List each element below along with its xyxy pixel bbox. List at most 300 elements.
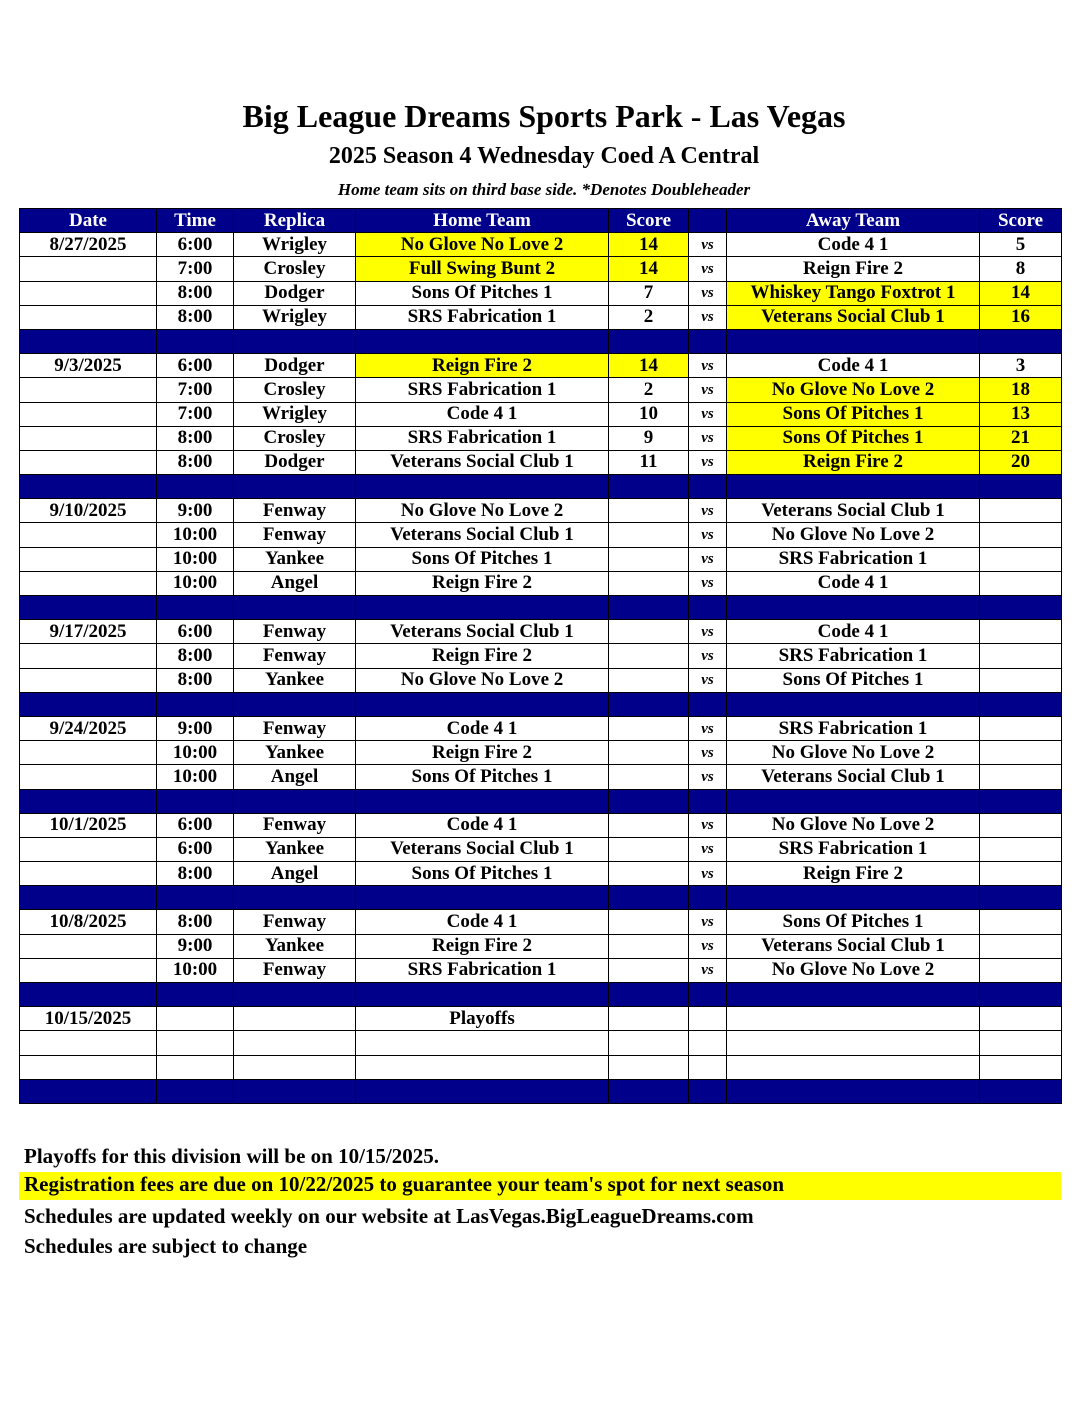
game-time: 8:00 xyxy=(157,644,234,668)
game-time: 7:00 xyxy=(157,378,234,402)
separator-cell xyxy=(356,983,609,1007)
home-score xyxy=(609,571,689,595)
vs-label: vs xyxy=(689,305,727,329)
game-date xyxy=(20,571,157,595)
game-date xyxy=(20,426,157,450)
game-replica: Yankee xyxy=(234,934,356,958)
away-score: 20 xyxy=(980,450,1062,474)
game-date xyxy=(20,837,157,861)
separator-cell xyxy=(689,1079,727,1103)
separator-cell xyxy=(727,789,980,813)
game-date: 9/24/2025 xyxy=(20,716,157,740)
home-team: SRS Fabrication 1 xyxy=(356,305,609,329)
vs-label: vs xyxy=(689,426,727,450)
vs-label xyxy=(689,1031,727,1055)
table-row xyxy=(20,644,1062,668)
separator-cell xyxy=(689,886,727,910)
schedule-table xyxy=(19,208,1062,1104)
game-date xyxy=(20,958,157,982)
home-team: Veterans Social Club 1 xyxy=(356,450,609,474)
game-date xyxy=(20,402,157,426)
away-score xyxy=(980,813,1062,837)
home-score xyxy=(609,644,689,668)
home-team: Code 4 1 xyxy=(356,402,609,426)
game-replica: Yankee xyxy=(234,837,356,861)
home-score: 2 xyxy=(609,378,689,402)
game-replica: Yankee xyxy=(234,668,356,692)
game-replica: Crosley xyxy=(234,257,356,281)
separator-cell xyxy=(356,596,609,620)
table-row xyxy=(20,958,1062,982)
vs-label: vs xyxy=(689,813,727,837)
vs-label: vs xyxy=(689,620,727,644)
game-date xyxy=(20,378,157,402)
separator-cell xyxy=(20,475,157,499)
table-row xyxy=(20,934,1062,958)
away-team: Whiskey Tango Foxtrot 1 xyxy=(727,281,980,305)
game-time: 10:00 xyxy=(157,741,234,765)
separator-cell xyxy=(234,596,356,620)
game-time: 8:00 xyxy=(157,910,234,934)
separator-cell xyxy=(234,329,356,353)
separator-cell xyxy=(234,886,356,910)
game-replica: Fenway xyxy=(234,523,356,547)
game-date xyxy=(20,741,157,765)
away-team: No Glove No Love 2 xyxy=(727,813,980,837)
separator-cell xyxy=(157,886,234,910)
away-score xyxy=(980,644,1062,668)
table-row xyxy=(20,450,1062,474)
away-score xyxy=(980,571,1062,595)
separator-cell xyxy=(689,475,727,499)
week-separator xyxy=(20,1079,1062,1103)
away-score xyxy=(980,958,1062,982)
separator-cell xyxy=(157,983,234,1007)
game-date xyxy=(20,765,157,789)
table-row xyxy=(20,523,1062,547)
away-team: Veterans Social Club 1 xyxy=(727,765,980,789)
separator-cell xyxy=(234,789,356,813)
vs-label: vs xyxy=(689,765,727,789)
away-team xyxy=(727,1007,980,1031)
week-separator xyxy=(20,596,1062,620)
away-team: Code 4 1 xyxy=(727,233,980,257)
vs-label: vs xyxy=(689,571,727,595)
table-row xyxy=(20,620,1062,644)
vs-label: vs xyxy=(689,378,727,402)
game-replica: Angel xyxy=(234,862,356,886)
home-team: SRS Fabrication 1 xyxy=(356,378,609,402)
week-separator xyxy=(20,983,1062,1007)
col-header-away-team: Away Team xyxy=(727,209,980,233)
game-replica: Angel xyxy=(234,765,356,789)
table-row xyxy=(20,571,1062,595)
away-score xyxy=(980,1055,1062,1079)
separator-cell xyxy=(157,789,234,813)
home-score xyxy=(609,958,689,982)
table-row xyxy=(20,547,1062,571)
game-replica xyxy=(234,1031,356,1055)
separator-cell xyxy=(20,692,157,716)
separator-cell xyxy=(609,886,689,910)
game-time: 9:00 xyxy=(157,499,234,523)
game-time: 8:00 xyxy=(157,668,234,692)
vs-label xyxy=(689,1007,727,1031)
home-team: Reign Fire 2 xyxy=(356,571,609,595)
vs-label: vs xyxy=(689,547,727,571)
game-replica: Crosley xyxy=(234,378,356,402)
week-separator xyxy=(20,329,1062,353)
away-score xyxy=(980,499,1062,523)
away-score xyxy=(980,910,1062,934)
table-row xyxy=(20,668,1062,692)
home-score xyxy=(609,934,689,958)
game-time: 6:00 xyxy=(157,813,234,837)
game-replica: Yankee xyxy=(234,547,356,571)
separator-cell xyxy=(356,886,609,910)
home-score xyxy=(609,716,689,740)
separator-cell xyxy=(234,475,356,499)
separator-cell xyxy=(157,692,234,716)
change-note: Schedules are subject to change xyxy=(24,1234,308,1258)
away-team: Sons Of Pitches 1 xyxy=(727,910,980,934)
away-score xyxy=(980,547,1062,571)
col-header-home-score: Score xyxy=(609,209,689,233)
vs-label: vs xyxy=(689,257,727,281)
table-row xyxy=(20,426,1062,450)
home-team: Sons Of Pitches 1 xyxy=(356,862,609,886)
game-date xyxy=(20,547,157,571)
game-time: 6:00 xyxy=(157,233,234,257)
separator-cell xyxy=(609,983,689,1007)
away-score: 16 xyxy=(980,305,1062,329)
away-score: 8 xyxy=(980,257,1062,281)
home-score: 11 xyxy=(609,450,689,474)
away-score xyxy=(980,934,1062,958)
website-note: Schedules are updated weekly on our website at LasVegas.BigLeagueDreams.com xyxy=(24,1204,754,1228)
separator-cell xyxy=(727,596,980,620)
registration-note: Registration fees are due on 10/22/2025 to guarantee your team's spot for next season xyxy=(19,1172,1061,1200)
game-replica: Wrigley xyxy=(234,305,356,329)
away-team xyxy=(727,1055,980,1079)
away-score xyxy=(980,620,1062,644)
game-replica: Dodger xyxy=(234,450,356,474)
game-replica: Wrigley xyxy=(234,402,356,426)
separator-cell xyxy=(727,329,980,353)
home-team: Code 4 1 xyxy=(356,910,609,934)
vs-label: vs xyxy=(689,741,727,765)
schedule-body xyxy=(20,233,1062,1104)
table-row xyxy=(20,354,1062,378)
col-header-time: Time xyxy=(157,209,234,233)
home-team: No Glove No Love 2 xyxy=(356,668,609,692)
game-time xyxy=(157,1007,234,1031)
separator-cell xyxy=(20,329,157,353)
away-team: Veterans Social Club 1 xyxy=(727,934,980,958)
vs-label: vs xyxy=(689,910,727,934)
away-score xyxy=(980,837,1062,861)
game-date: 8/27/2025 xyxy=(20,233,157,257)
separator-cell xyxy=(356,1079,609,1103)
home-team: SRS Fabrication 1 xyxy=(356,426,609,450)
week-separator xyxy=(20,789,1062,813)
separator-cell xyxy=(727,692,980,716)
game-time: 8:00 xyxy=(157,426,234,450)
table-row xyxy=(20,281,1062,305)
separator-cell xyxy=(689,596,727,620)
home-score: 7 xyxy=(609,281,689,305)
home-team: Veterans Social Club 1 xyxy=(356,620,609,644)
table-row xyxy=(20,910,1062,934)
home-score xyxy=(609,1055,689,1079)
game-replica xyxy=(234,1007,356,1031)
away-team: Code 4 1 xyxy=(727,620,980,644)
away-score xyxy=(980,1007,1062,1031)
week-separator xyxy=(20,692,1062,716)
game-date xyxy=(20,1055,157,1079)
away-team: Sons Of Pitches 1 xyxy=(727,668,980,692)
game-time xyxy=(157,1055,234,1079)
separator-cell xyxy=(234,983,356,1007)
game-date: 10/1/2025 xyxy=(20,813,157,837)
vs-label: vs xyxy=(689,233,727,257)
table-row xyxy=(20,378,1062,402)
separator-cell xyxy=(20,1079,157,1103)
game-date xyxy=(20,523,157,547)
away-team: Sons Of Pitches 1 xyxy=(727,426,980,450)
home-score xyxy=(609,813,689,837)
separator-cell xyxy=(356,329,609,353)
table-row xyxy=(20,1031,1062,1055)
vs-label: vs xyxy=(689,523,727,547)
home-team: SRS Fabrication 1 xyxy=(356,958,609,982)
away-team xyxy=(727,1031,980,1055)
away-team: Code 4 1 xyxy=(727,571,980,595)
game-date xyxy=(20,450,157,474)
game-replica: Angel xyxy=(234,571,356,595)
home-team: Reign Fire 2 xyxy=(356,934,609,958)
table-row xyxy=(20,862,1062,886)
away-team: Veterans Social Club 1 xyxy=(727,499,980,523)
away-score xyxy=(980,741,1062,765)
separator-cell xyxy=(980,886,1062,910)
col-header-home-team: Home Team xyxy=(356,209,609,233)
home-score xyxy=(609,765,689,789)
home-score xyxy=(609,668,689,692)
game-date xyxy=(20,862,157,886)
separator-cell xyxy=(980,789,1062,813)
separator-cell xyxy=(356,789,609,813)
separator-cell xyxy=(727,1079,980,1103)
away-score: 13 xyxy=(980,402,1062,426)
home-team: Code 4 1 xyxy=(356,813,609,837)
home-team: No Glove No Love 2 xyxy=(356,499,609,523)
home-team: No Glove No Love 2 xyxy=(356,233,609,257)
vs-label: vs xyxy=(689,281,727,305)
vs-label xyxy=(689,1055,727,1079)
separator-cell xyxy=(20,983,157,1007)
game-time: 7:00 xyxy=(157,257,234,281)
table-row xyxy=(20,1055,1062,1079)
game-date xyxy=(20,668,157,692)
page-title: Big League Dreams Sports Park - Las Vegas xyxy=(242,98,846,134)
game-date xyxy=(20,934,157,958)
home-score xyxy=(609,837,689,861)
home-score: 14 xyxy=(609,257,689,281)
separator-cell xyxy=(356,692,609,716)
home-score xyxy=(609,499,689,523)
col-header-replica: Replica xyxy=(234,209,356,233)
separator-cell xyxy=(727,983,980,1007)
separator-cell xyxy=(689,329,727,353)
game-time: 9:00 xyxy=(157,716,234,740)
away-score: 21 xyxy=(980,426,1062,450)
game-date: 10/15/2025 xyxy=(20,1007,157,1031)
game-date xyxy=(20,644,157,668)
vs-label: vs xyxy=(689,958,727,982)
away-score: 3 xyxy=(980,354,1062,378)
game-date xyxy=(20,1031,157,1055)
separator-cell xyxy=(157,1079,234,1103)
game-date: 9/3/2025 xyxy=(20,354,157,378)
away-team: SRS Fabrication 1 xyxy=(727,644,980,668)
col-header-away-score: Score xyxy=(980,209,1062,233)
game-time: 10:00 xyxy=(157,958,234,982)
game-replica: Crosley xyxy=(234,426,356,450)
game-time: 8:00 xyxy=(157,281,234,305)
separator-cell xyxy=(727,886,980,910)
separator-cell xyxy=(20,596,157,620)
home-score xyxy=(609,862,689,886)
home-score xyxy=(609,523,689,547)
game-time: 6:00 xyxy=(157,620,234,644)
away-team: Reign Fire 2 xyxy=(727,450,980,474)
game-replica: Fenway xyxy=(234,644,356,668)
away-score xyxy=(980,862,1062,886)
home-score xyxy=(609,1007,689,1031)
vs-label: vs xyxy=(689,837,727,861)
table-row xyxy=(20,837,1062,861)
game-replica: Fenway xyxy=(234,958,356,982)
home-team: Reign Fire 2 xyxy=(356,741,609,765)
away-team: No Glove No Love 2 xyxy=(727,523,980,547)
game-replica: Fenway xyxy=(234,620,356,644)
away-team: Reign Fire 2 xyxy=(727,862,980,886)
game-time: 10:00 xyxy=(157,571,234,595)
home-team: Sons Of Pitches 1 xyxy=(356,547,609,571)
separator-cell xyxy=(356,475,609,499)
separator-cell xyxy=(234,1079,356,1103)
game-time: 6:00 xyxy=(157,837,234,861)
game-time: 10:00 xyxy=(157,765,234,789)
home-team: Sons Of Pitches 1 xyxy=(356,281,609,305)
away-team: SRS Fabrication 1 xyxy=(727,716,980,740)
table-row xyxy=(20,741,1062,765)
separator-cell xyxy=(689,983,727,1007)
vs-label: vs xyxy=(689,644,727,668)
away-team: Code 4 1 xyxy=(727,354,980,378)
week-separator xyxy=(20,886,1062,910)
schedule-note: Home team sits on third base side. *Denotes Doubleheader xyxy=(337,180,751,199)
table-row xyxy=(20,257,1062,281)
table-row xyxy=(20,305,1062,329)
separator-cell xyxy=(20,789,157,813)
game-date: 10/8/2025 xyxy=(20,910,157,934)
game-date xyxy=(20,257,157,281)
home-score xyxy=(609,910,689,934)
home-team xyxy=(356,1031,609,1055)
table-row xyxy=(20,813,1062,837)
home-score xyxy=(609,547,689,571)
playoffs-note: Playoffs for this division will be on 10/15/2025. xyxy=(24,1144,439,1168)
home-team: Sons Of Pitches 1 xyxy=(356,765,609,789)
home-team: Reign Fire 2 xyxy=(356,644,609,668)
separator-cell xyxy=(980,983,1062,1007)
table-row xyxy=(20,1007,1062,1031)
away-score: 14 xyxy=(980,281,1062,305)
home-team xyxy=(356,1055,609,1079)
home-team: Veterans Social Club 1 xyxy=(356,837,609,861)
home-team: Reign Fire 2 xyxy=(356,354,609,378)
home-score: 14 xyxy=(609,233,689,257)
separator-cell xyxy=(609,1079,689,1103)
game-replica: Yankee xyxy=(234,741,356,765)
away-team: SRS Fabrication 1 xyxy=(727,837,980,861)
away-team: No Glove No Love 2 xyxy=(727,741,980,765)
vs-label: vs xyxy=(689,668,727,692)
game-replica: Fenway xyxy=(234,499,356,523)
separator-cell xyxy=(157,475,234,499)
table-row xyxy=(20,765,1062,789)
home-score: 10 xyxy=(609,402,689,426)
vs-label: vs xyxy=(689,402,727,426)
vs-label: vs xyxy=(689,499,727,523)
separator-cell xyxy=(980,329,1062,353)
vs-label: vs xyxy=(689,450,727,474)
home-score: 2 xyxy=(609,305,689,329)
header-row xyxy=(20,209,1062,233)
away-team: Sons Of Pitches 1 xyxy=(727,402,980,426)
away-team: No Glove No Love 2 xyxy=(727,378,980,402)
away-score xyxy=(980,1031,1062,1055)
week-separator xyxy=(20,475,1062,499)
separator-cell xyxy=(20,886,157,910)
page-subtitle: 2025 Season 4 Wednesday Coed A Central xyxy=(328,143,760,169)
separator-cell xyxy=(689,789,727,813)
game-replica xyxy=(234,1055,356,1079)
separator-cell xyxy=(609,692,689,716)
game-time: 9:00 xyxy=(157,934,234,958)
home-score: 14 xyxy=(609,354,689,378)
game-time: 6:00 xyxy=(157,354,234,378)
game-time: 7:00 xyxy=(157,402,234,426)
home-team: Full Swing Bunt 2 xyxy=(356,257,609,281)
game-date xyxy=(20,281,157,305)
away-team: No Glove No Love 2 xyxy=(727,958,980,982)
game-time xyxy=(157,1031,234,1055)
separator-cell xyxy=(609,475,689,499)
separator-cell xyxy=(689,692,727,716)
away-score xyxy=(980,523,1062,547)
game-time: 8:00 xyxy=(157,862,234,886)
away-score xyxy=(980,668,1062,692)
table-row xyxy=(20,716,1062,740)
away-team: Veterans Social Club 1 xyxy=(727,305,980,329)
home-team: Code 4 1 xyxy=(356,716,609,740)
table-row xyxy=(20,233,1062,257)
game-replica: Fenway xyxy=(234,813,356,837)
game-time: 10:00 xyxy=(157,523,234,547)
